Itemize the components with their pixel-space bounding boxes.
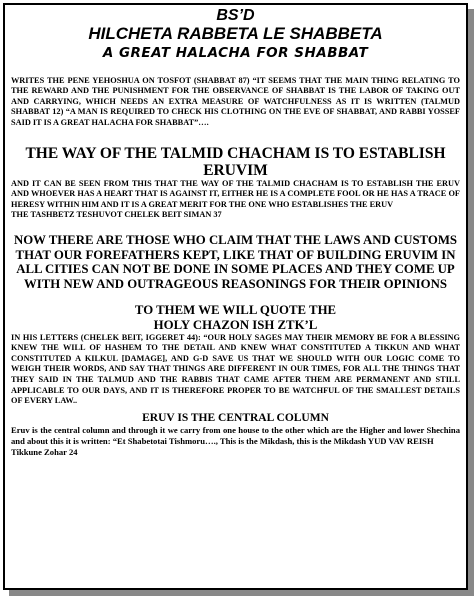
section4-body: Eruv is the central column and through it we carry from one house to the other which are the Higher and lower Shechina and about this it is written: “Et Shabetotai Tishmoru…., This is the Mikdash, this is the Mikdash YUD VAV REISH xyxy=(11,424,460,446)
section1-source: THE TASHBETZ TESHUVOT CHELEK BEIT SIMAN 37 xyxy=(11,210,222,220)
section4-source: Tikkune Zohar 24 xyxy=(11,446,78,457)
section3-body: IN HIS LETTERS (CHELEK BEIT, IGGERET 44): “OUR HOLY SAGES MAY THEIR MEMORY BE FOR A BLESSING KNEW THE WILL OF HASHEM TO THE DETAIL AND KNEW WHAT CONSTITUTED A TIKKUN AND WHAT CONSTITUTED A KILKUL [DAMAGE], AND G-D SAVE US THAT WE SHOULD WITH OUR LOGIC COME TO WEIGH THEIR WORDS, AND SAY THAT THINGS ARE DIFFERENT IN OUR TIMES, FOR ALL THE THINGS THAT THEY SAID IN THE TALMUD AND THE RABBIS THAT CAME AFTER THEM ARE PERMANENT AND STILL APPLICABLE TO OUR DAYS, AND IT IS THEREFORE PROPER TO BE WATCHFUL OF THE SMALLEST DETAILS OF EVERY LAW.. xyxy=(11,332,460,406)
page-title: HILCHETA RABBETA LE SHABBETA xyxy=(88,23,383,43)
bsd-heading: BS’D xyxy=(216,7,255,24)
document-content xyxy=(5,5,466,458)
section2-heading: NOW THERE ARE THOSE WHO CLAIM THAT THE LAWS AND CUSTOMS THAT OUR FOREFATHERS KEPT, LIKE THAT OF BUILDING ERUVIM IN ALL CITIES CAN NOT BE DONE IN SOME PLACES AND THEY COME UP WITH NEW AND OUTRAGEOUS REASONINGS FOR THEIR OPINIONS xyxy=(13,232,458,291)
section4-heading: ERUV IS THE CENTRAL COLUMN xyxy=(142,411,329,424)
section1-heading: THE WAY OF THE TALMID CHACHAM IS TO ESTABLISH ERUVIM xyxy=(25,144,446,179)
intro-paragraph: WRITES THE PENE YEHOSHUA ON TOSFOT (SHABBAT 87) “IT SEEMS THAT THE MAIN THING RELATING TO THE REWARD AND THE PUNISHMENT FOR THE OBSERVANCE OF SHABBAT IS THE LABOR OF TAKING OUT AND CARRYING, WHICH NEEDS AN EXTRA MEASURE OF WATCHFULNESS AS IT IS WRITTEN (TALMUD SHABBAT 12) “A MAN IS REQUIRED TO CHECK HIS CLOTHING ON THE EVE OF SHABBAT, AND RABBI YOSSEF SAID IT IS A GREAT HALACHA FOR SHABBAT”…. xyxy=(11,75,460,128)
section3-heading-line2: HOLY CHAZON ISH ZTK’L xyxy=(153,317,318,332)
document-frame xyxy=(3,3,468,590)
section1-body: AND IT CAN BE SEEN FROM THIS THAT THE WAY OF THE TALMID CHACHAM IS TO ESTABLISH THE ERUV AND WHOEVER HAS A HEART THAT IS AGAINST IT, EITHER HE IS A COMPLETE FOOL OR HE HAS A TRACE OF HERESY WITHIN HIM AND IT IS A GREAT MERIT FOR THE ONE WHO ESTABLISHES THE ERUV xyxy=(11,178,460,209)
section3-heading-line1: TO THEM WE WILL QUOTE THE xyxy=(134,303,337,318)
page-subtitle: A GREAT HALACHA FOR SHABBAT xyxy=(102,44,369,61)
